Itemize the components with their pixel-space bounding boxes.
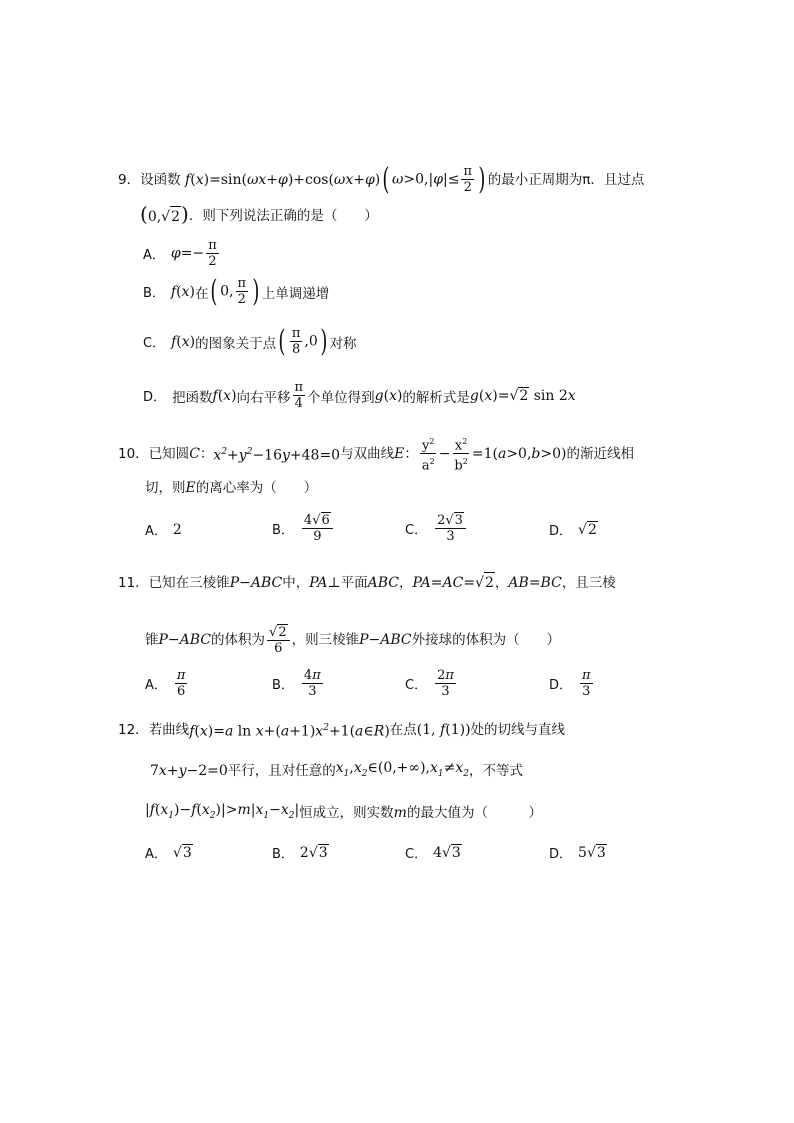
q11-option-b: B． $\frac{4\pi}{3}$ [272, 668, 321, 699]
q11-line2: 锥 P−ABC 的体积为 √ 2 6 ，则三棱锥 P−ABC 外接球的体积为（ ） [145, 625, 561, 656]
q12-function-def: f(x)=a $\ln x+(a+1)x^2+1(a\in R)$ [189, 723, 390, 740]
q10-option-b: B． 4 √ 6 9 [272, 512, 335, 544]
q11-option-a: A． $\frac{\pi}{6}$ [145, 668, 186, 699]
q10-option-d: D． √ 2 [549, 522, 597, 539]
q10-option-a: A． 2 [145, 521, 182, 539]
q9-function-def: f(x)=sin(ωx+φ)+cos(ωx+φ) [180, 171, 381, 188]
q10-option-c: C． 2 √ 3 3 [405, 512, 468, 544]
q10-hyperbola-eq: $\frac{y^2}{a^2}$ − $\frac{x^2}{b^2}$ =1(a>0,b>0) [418, 434, 567, 474]
q9-line1: 9． 设函数 f(x)=sin(ωx+φ)+cos(ωx+φ) ( ω>0,|φ|≤ $\frac{\pi}{2}$ ) 的最小正周期为 π ．且过点 [118, 161, 645, 197]
q9-option-c: C． f(x) 的图象关于点 ( $\frac{\pi}{8}$ ,0 ) 对称 [143, 323, 357, 359]
q10-line2: 切，则 E 的离心率为（ ） [145, 480, 318, 496]
q12-line3: $|f(x_1)-f(x_2)|>m|x_1-x_2|$ 恒成立，则实数 m 的最大值为（ ） [145, 802, 542, 821]
q11-option-d: D． $\frac{\pi}{3}$ [549, 668, 591, 699]
q12-line2: 7x+y−2=0 平行，且对任意的 $x_1,x_2\in(0,+\infty),x_1\ne x_2$ ，不等式 [150, 760, 524, 779]
q9-option-a: A． φ=− $\frac{\pi}{2}$ [143, 238, 217, 269]
q11-option-c: C． $\frac{2\pi}{3}$ [405, 668, 454, 699]
q12-line1: 12． 若曲线 f(x)=a $\ln x+(a+1)x^2+1(a\in R)$ 在点 (1, f(1)) 处的切线与直线 [118, 718, 565, 742]
q12-option-c: C． 4 √ 3 [405, 844, 461, 862]
q9-condition: ω>0,|φ|≤ $\frac{\pi}{2}$ [391, 164, 473, 195]
q12-option-a: A． √ 3 [145, 845, 192, 862]
q11-line1: 11． 已知在三棱锥 P−ABC 中， PA⊥ 平面 ABC ， PA=AC= √ 2 ， AB=BC ，且三棱 [118, 572, 616, 593]
q10-circle-eq: $x^2+y^2-16y+48=0$ [213, 447, 341, 464]
q9-option-b: B． f(x) 在 ( 0, $\frac{\pi}{2}$ ) 上单调递增 [143, 273, 330, 309]
q12-option-d: D． 5 √ 3 [549, 844, 606, 862]
q12-option-b: B． 2 √ 3 [272, 844, 328, 862]
q10-line1: 10． 已知圆 C ： $x^2+y^2-16y+48=0$ 与双曲线 E ： $\frac{y^2}{a^2}$ − $\frac{x^2}{b^2}$ =1(a>0,b>0) 的渐近线相 [118, 434, 634, 474]
q9-point: (0, √ 2 ) [140, 202, 189, 226]
q9-option-d: D． 把函数 f(x) 向右平移 $\frac{\pi}{4}$ 个单位得到 g(x) 的解析式是 g(x)= √ 2 sin 2x [143, 380, 576, 411]
q9-line2: (0, √ 2 ) ．则下列说法正确的是（ ） [140, 202, 378, 226]
